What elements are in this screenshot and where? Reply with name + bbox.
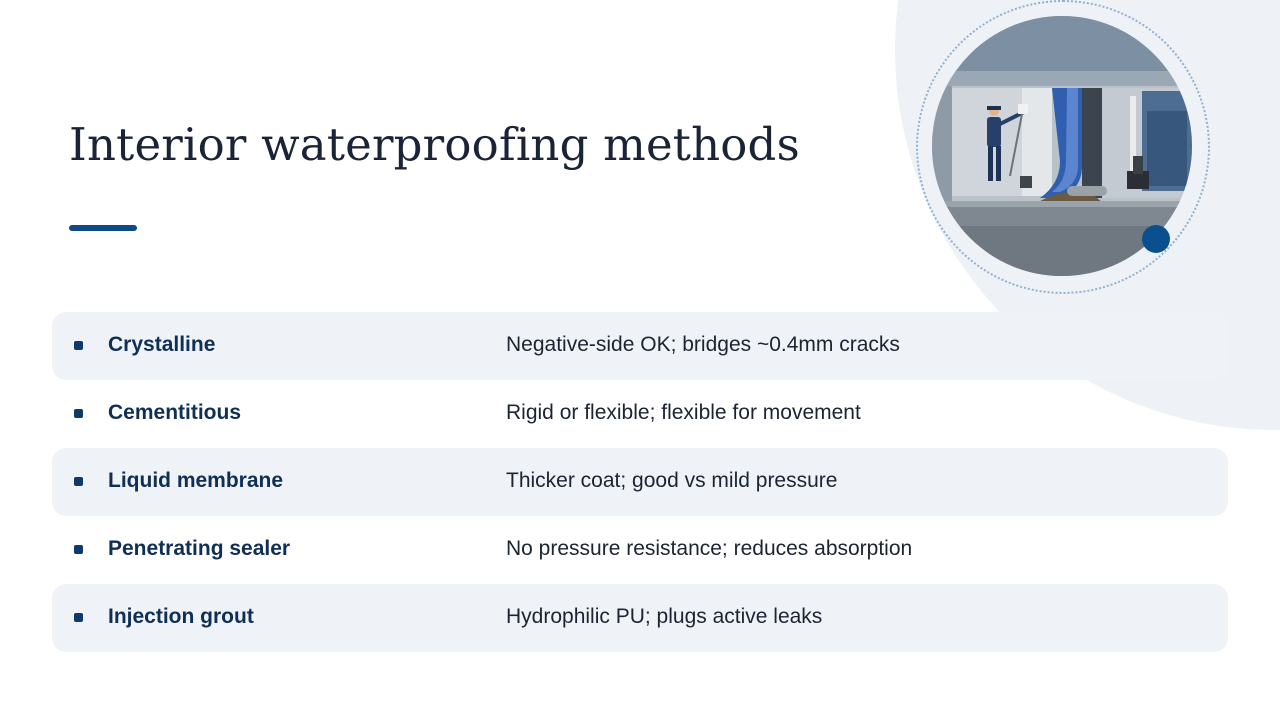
method-description: No pressure resistance; reduces absorption — [506, 537, 913, 560]
methods-list — [52, 312, 1228, 652]
method-name: Liquid membrane — [108, 469, 284, 492]
method-description: Thicker coat; good vs mild pressure — [506, 469, 838, 492]
method-description: Rigid or flexible; flexible for movement — [506, 401, 861, 424]
method-description: Hydrophilic PU; plugs active leaks — [506, 605, 823, 628]
method-row — [52, 516, 1228, 584]
method-name: Cementitious — [108, 401, 242, 424]
bullet-icon — [74, 409, 83, 418]
bullet-icon — [74, 341, 83, 350]
method-row — [52, 380, 1228, 448]
method-row — [52, 584, 1228, 652]
bullet-icon — [74, 545, 83, 554]
accent-dot — [1142, 225, 1170, 253]
slide-title: Interior waterproofing methods — [69, 118, 800, 171]
title-underline — [69, 225, 137, 231]
method-name: Crystalline — [108, 333, 216, 356]
method-row — [52, 312, 1228, 380]
method-name: Penetrating sealer — [108, 537, 291, 560]
bullet-icon — [74, 613, 83, 622]
method-row — [52, 448, 1228, 516]
bullet-icon — [74, 477, 83, 486]
method-description: Negative-side OK; bridges ~0.4mm cracks — [506, 333, 900, 356]
method-name: Injection grout — [108, 605, 254, 628]
